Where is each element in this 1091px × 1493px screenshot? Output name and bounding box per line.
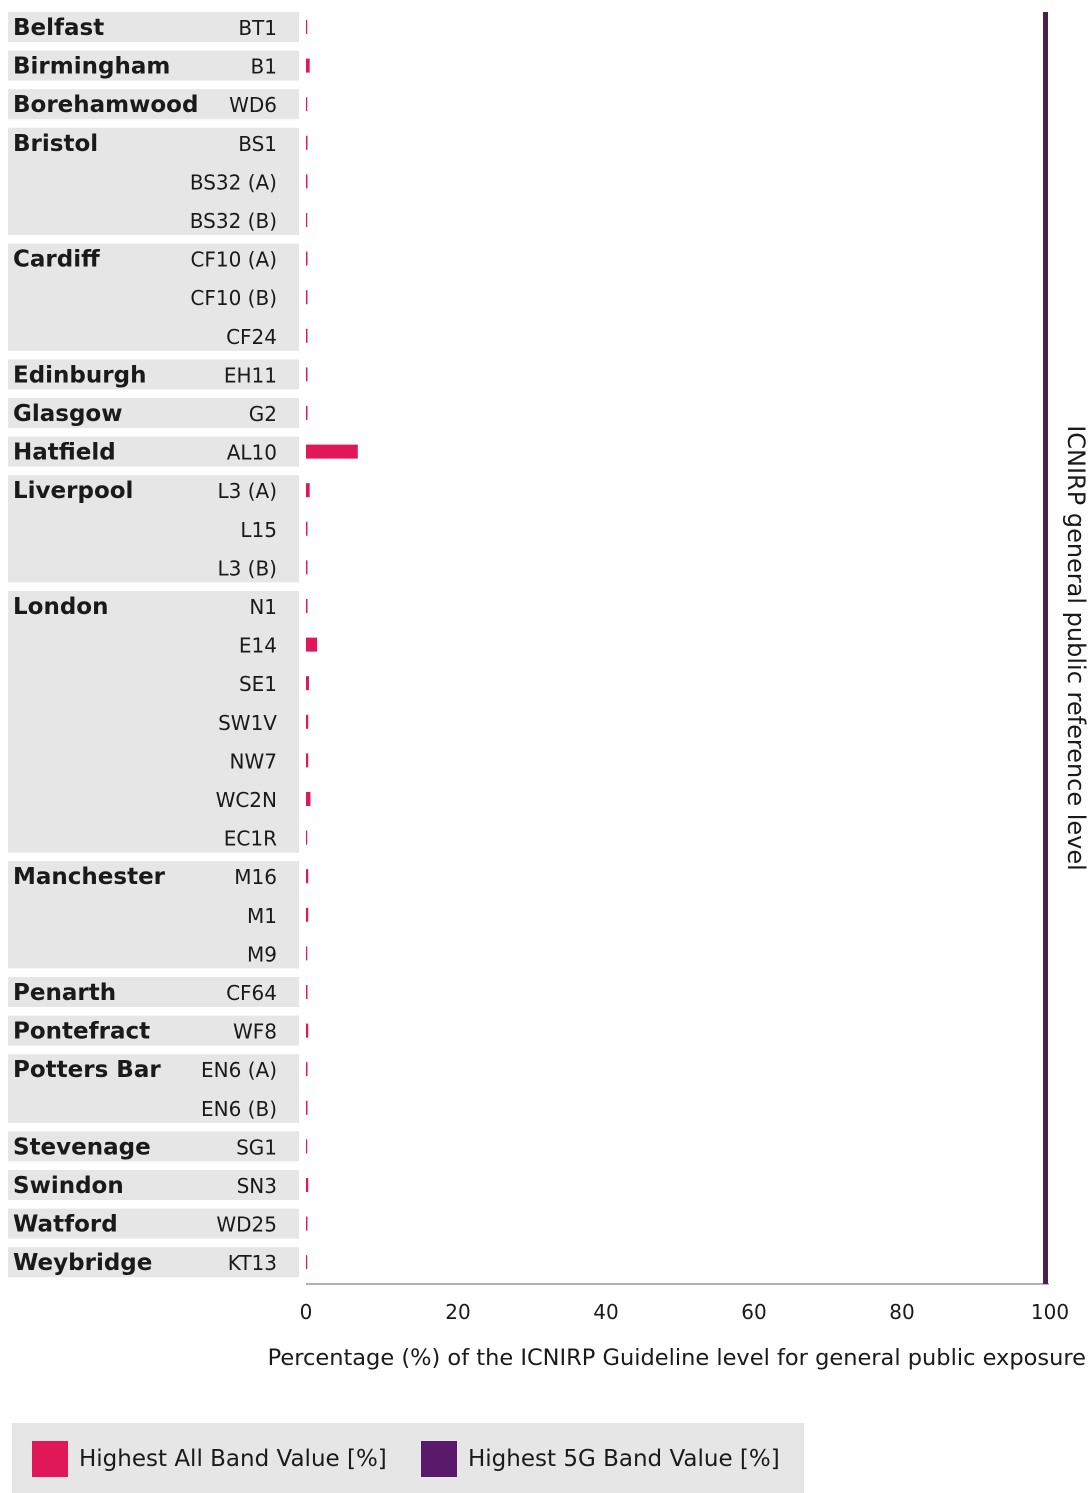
x-tick-label: 100 [1030, 1300, 1070, 1324]
bar-all-band [306, 483, 310, 497]
x-tick-label: 80 [889, 1300, 915, 1324]
bar-all-band [306, 136, 307, 150]
bar-all-band [306, 831, 307, 845]
city-label: Watford [13, 1211, 118, 1238]
postcode-label: CF10 (A) [190, 247, 277, 272]
legend-label-all-band: Highest All Band Value [%] [79, 1446, 387, 1472]
bar-all-band [306, 715, 308, 729]
legend-label-5g-band: Highest 5G Band Value [%] [468, 1446, 780, 1472]
postcode-label: EH11 [223, 363, 277, 388]
bar-all-band [306, 869, 308, 883]
postcode-label: BT1 [238, 16, 277, 40]
bar-all-band [306, 638, 317, 652]
postcode-label: EN6 (B) [200, 1096, 277, 1121]
bar-all-band [306, 1024, 308, 1038]
city-label: Bristol [13, 130, 99, 157]
x-tick-label: 0 [299, 1300, 313, 1324]
postcode-label: M16 [234, 865, 277, 890]
bar-all-band [306, 406, 307, 420]
city-label: Stevenage [13, 1134, 151, 1161]
postcode-label: AL10 [226, 440, 277, 465]
legend-item-all-band [32, 1441, 387, 1477]
bar-all-band [306, 792, 310, 806]
city-label: Manchester [13, 864, 166, 891]
reference-line-label: ICNIRP general public reference level [1062, 425, 1090, 871]
postcode-label: SW1V [218, 710, 277, 735]
x-tick-label: 40 [593, 1300, 619, 1324]
postcode-label: WD6 [229, 93, 277, 118]
bar-all-band [306, 599, 307, 613]
bar-all-band [306, 946, 307, 960]
bar-all-band [306, 20, 307, 34]
reference-line [1043, 12, 1048, 1284]
legend-item-5g-band [421, 1441, 780, 1477]
postcode-label: EC1R [223, 826, 277, 851]
postcode-label: KT13 [227, 1251, 277, 1276]
city-label: Glasgow [13, 401, 123, 427]
postcode-label: WF8 [232, 1019, 277, 1044]
city-label: Liverpool [13, 478, 134, 505]
postcode-label: SG1 [236, 1135, 277, 1160]
bar-all-band [306, 290, 307, 304]
bar-all-band [306, 445, 358, 459]
bar-all-band [306, 1217, 307, 1231]
postcode-label: L3 (A) [217, 479, 277, 504]
bar-all-band [306, 676, 309, 690]
postcode-label: NW7 [229, 749, 277, 774]
postcode-label: L3 (B) [217, 556, 277, 581]
legend-swatch-all-band [32, 1441, 68, 1477]
legend-swatch-5g-band [421, 1441, 457, 1477]
bar-all-band [306, 329, 307, 343]
bar-all-band [306, 213, 307, 227]
postcode-label: BS32 (B) [189, 209, 277, 233]
bar-all-band [306, 522, 307, 536]
bar-all-band [306, 908, 308, 922]
city-label: Hatfield [13, 439, 116, 466]
x-axis-ticks [300, 1300, 1069, 1324]
x-axis-label: Percentage (%) of the ICNIRP Guideline level for general public exposure [267, 1345, 1086, 1371]
postcode-label: CF24 [226, 324, 277, 349]
postcode-label: L15 [240, 517, 277, 542]
bar-all-band [306, 985, 307, 999]
postcode-label: BS32 (A) [189, 170, 277, 195]
bar-all-band [306, 174, 307, 188]
city-label: Penarth [13, 980, 117, 1006]
postcode-label: M1 [247, 903, 277, 928]
city-label: Birmingham [13, 53, 171, 80]
postcode-label: BS1 [238, 131, 277, 156]
postcode-label: M9 [247, 942, 277, 967]
city-label: Swindon [13, 1173, 124, 1199]
city-label: Pontefract [13, 1018, 151, 1045]
city-label: Edinburgh [13, 362, 147, 389]
bar-all-band [306, 1178, 308, 1192]
postcode-label: CF10 (B) [190, 286, 277, 311]
bar-all-band [306, 1101, 307, 1115]
bar-all-band [306, 560, 307, 574]
city-label: Potters Bar [13, 1057, 161, 1084]
legend [12, 1423, 804, 1493]
x-tick-label: 20 [445, 1300, 471, 1324]
postcode-label: B1 [250, 54, 277, 79]
bar-all-band [306, 1139, 307, 1153]
bar-all-band [306, 753, 308, 767]
postcode-label: N1 [249, 595, 277, 619]
postcode-label: SN3 [236, 1174, 277, 1198]
city-label: Belfast [13, 15, 105, 41]
postcode-label: EN6 (A) [201, 1058, 277, 1083]
x-tick-label: 60 [741, 1300, 767, 1324]
postcode-label: E14 [238, 633, 277, 658]
bar-all-band [306, 97, 307, 111]
postcode-label: WC2N [215, 788, 277, 812]
postcode-label: G2 [248, 402, 277, 426]
city-label: Borehamwood [13, 92, 199, 119]
bar-all-band [306, 367, 307, 381]
bar-all-band [306, 1255, 307, 1269]
postcode-label: SE1 [238, 672, 277, 697]
postcode-label: WD25 [216, 1212, 277, 1237]
bar-all-band [306, 1062, 307, 1076]
city-label: London [13, 594, 109, 620]
city-label: Weybridge [13, 1250, 153, 1277]
bar-all-band [306, 59, 310, 73]
postcode-label: CF64 [226, 981, 277, 1005]
bar-all-band [306, 252, 307, 266]
bars [306, 20, 358, 1269]
city-label: Cardiff [13, 246, 100, 273]
